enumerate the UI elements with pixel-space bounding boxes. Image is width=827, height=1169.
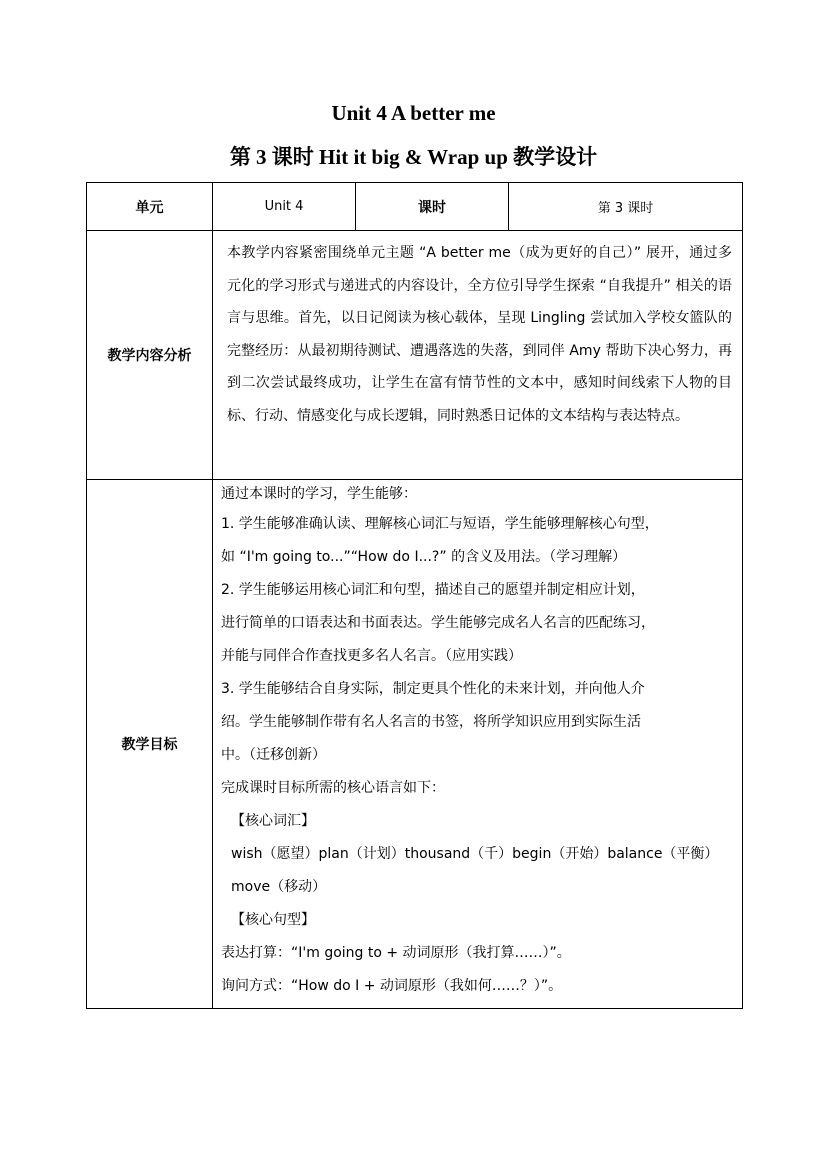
analysis-text: 本教学内容紧密围绕单元主题 “A better me（成为更好的自己）” 展开，通过多元化的学习形式与递进式的内容设计，全方位引导学生探索 “自我提升” 相关的语言与思维。首先，以日记阅读为核心载体，呈现 Lingling 尝试加入学校女篮队的完整经历：从最初期待测试、遭遇落选的失落，到同伴 Amy 帮助下决心努力，再到二次尝试最终成功，让学生在富有情节性的文本中，感知时间线索下人物的目标、行动、情感变化与成长逻辑，同时熟悉日记体的文本结构与表达特点。 [227,245,732,424]
lesson-value: 第 3 课时 [509,183,743,231]
goals-line: 绍。学生能够制作带有名人名言的书签，将所学知识应用到实际生活 [221,714,641,730]
document-subtitle: 第 3 课时 Hit it big & Wrap up 教学设计 [229,145,598,169]
goals-line: 【核心词汇】 [231,813,315,829]
goals-line: wish（愿望）plan（计划）thousand（千）begin（开始）balance（平衡） [231,846,719,862]
goals-label: 教学目标 [87,480,213,1009]
goals-line: 3. 学生能够结合自身实际，制定更具个性化的未来计划，并向他人介 [221,681,645,697]
table-row-goals [87,480,743,1009]
goals-line: 中。（迁移创新） [221,747,326,763]
goals-line: 【核心句型】 [231,912,315,928]
analysis-label: 教学内容分析 [87,231,213,480]
document-title: Unit 4 A better me [331,101,496,125]
goals-line: 完成课时目标所需的核心语言如下： [221,780,445,796]
unit-value: Unit 4 [213,183,356,231]
lesson-plan-table [86,182,743,1009]
goals-cell [213,480,743,1009]
table-row-analysis [87,231,743,480]
lesson-label: 课时 [356,183,509,231]
goals-line: 表达打算：“I'm going to + 动词原形（我打算……）”。 [221,945,571,961]
goals-line: 1. 学生能够准确认读、理解核心词汇与短语，学生能够理解核心句型， [221,516,659,532]
goals-line: 如 “I'm going to...”“How do I...?” 的含义及用法。（学习理解） [221,549,627,565]
unit-label: 单元 [87,183,213,231]
goals-line: move（移动） [231,879,327,895]
goals-line: 进行简单的口语表达和书面表达。学生能够完成名人名言的匹配练习， [221,615,655,631]
goals-line: 询问方式：“How do I + 动词原形（我如何……？）”。 [221,978,563,994]
goals-line: 并能与同伴合作查找更多名人名言。（应用实践） [221,648,522,664]
goals-line: 2. 学生能够运用核心词汇和句型，描述自己的愿望并制定相应计划， [221,582,645,598]
table-row-unit [87,183,743,231]
analysis-cell [213,231,743,480]
goals-line: 通过本课时的学习，学生能够： [221,486,417,502]
